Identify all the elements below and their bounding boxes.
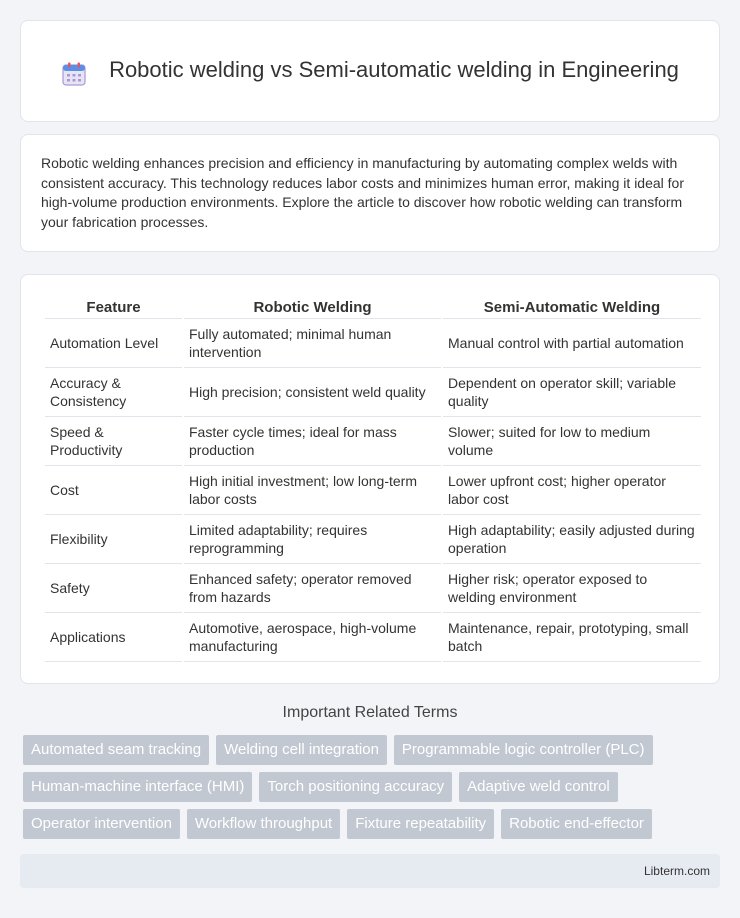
robotic-cell: Limited adaptability; requires reprogramming (184, 515, 441, 564)
robotic-cell: High initial investment; low long-term labor costs (184, 466, 441, 515)
intro-paragraph: Robotic welding enhances precision and efficiency in manufacturing by automating complex welds with consistent accuracy. This technology reduces labor costs and minimizes human error, making it ideal for high-volume production environments. Explore the article to discover how robotic welding can transform your fabrication processes. (41, 155, 685, 230)
related-term-tag[interactable]: Torch positioning accuracy (259, 772, 452, 802)
related-term-tag[interactable]: Operator intervention (23, 809, 180, 839)
related-term-tag[interactable]: Welding cell integration (216, 735, 387, 765)
intro-card (20, 134, 720, 252)
table-row (45, 515, 701, 564)
table-row (45, 417, 701, 466)
footer (20, 854, 720, 888)
feature-cell: Automation Level (45, 319, 182, 368)
robotic-cell: Automotive, aerospace, high-volume manufacturing (184, 613, 441, 662)
robotic-cell: Enhanced safety; operator removed from hazards (184, 564, 441, 613)
table-row (45, 613, 701, 662)
related-term-tag[interactable]: Automated seam tracking (23, 735, 209, 765)
feature-cell: Safety (45, 564, 182, 613)
feature-cell: Cost (45, 466, 182, 515)
comparison-card (20, 274, 720, 684)
table-row (45, 564, 701, 613)
header-semi-automatic: Semi-Automatic Welding (443, 295, 701, 319)
related-term-tag[interactable]: Adaptive weld control (459, 772, 618, 802)
semi-automatic-cell: Dependent on operator skill; variable quality (443, 368, 701, 417)
feature-cell: Speed & Productivity (45, 417, 182, 466)
semi-automatic-cell: Lower upfront cost; higher operator labor cost (443, 466, 701, 515)
semi-automatic-cell: Maintenance, repair, prototyping, small batch (443, 613, 701, 662)
feature-cell: Accuracy & Consistency (45, 368, 182, 417)
page-title: Robotic welding vs Semi-automatic welding in Engineering (109, 57, 679, 82)
table-row (45, 466, 701, 515)
robotic-cell: Faster cycle times; ideal for mass production (184, 417, 441, 466)
semi-automatic-cell: Slower; suited for low to medium volume (443, 417, 701, 466)
footer-brand-link[interactable]: Libterm.com (643, 864, 710, 878)
title-wrap (61, 55, 679, 87)
header-robotic: Robotic Welding (184, 295, 441, 319)
related-term-tag[interactable]: Programmable logic controller (PLC) (394, 735, 653, 765)
calendar-icon (61, 61, 87, 87)
related-terms-heading: Important Related Terms (282, 704, 458, 721)
semi-automatic-cell: Manual control with partial automation (443, 319, 701, 368)
feature-cell: Flexibility (45, 515, 182, 564)
feature-cell: Applications (45, 613, 182, 662)
table-row (45, 368, 701, 417)
related-term-tag[interactable]: Workflow throughput (187, 809, 340, 839)
robotic-cell: High precision; consistent weld quality (184, 368, 441, 417)
header-feature: Feature (45, 295, 182, 319)
table-header-row (45, 295, 701, 319)
semi-automatic-cell: High adaptability; easily adjusted during operation (443, 515, 701, 564)
title-card (20, 20, 720, 122)
related-term-tag[interactable]: Fixture repeatability (347, 809, 494, 839)
table-row (45, 319, 701, 368)
related-terms-list (23, 735, 723, 846)
related-term-tag[interactable]: Robotic end-effector (501, 809, 652, 839)
related-term-tag[interactable]: Human-machine interface (HMI) (23, 772, 252, 802)
semi-automatic-cell: Higher risk; operator exposed to welding environment (443, 564, 701, 613)
comparison-table (43, 295, 703, 662)
robotic-cell: Fully automated; minimal human intervention (184, 319, 441, 368)
